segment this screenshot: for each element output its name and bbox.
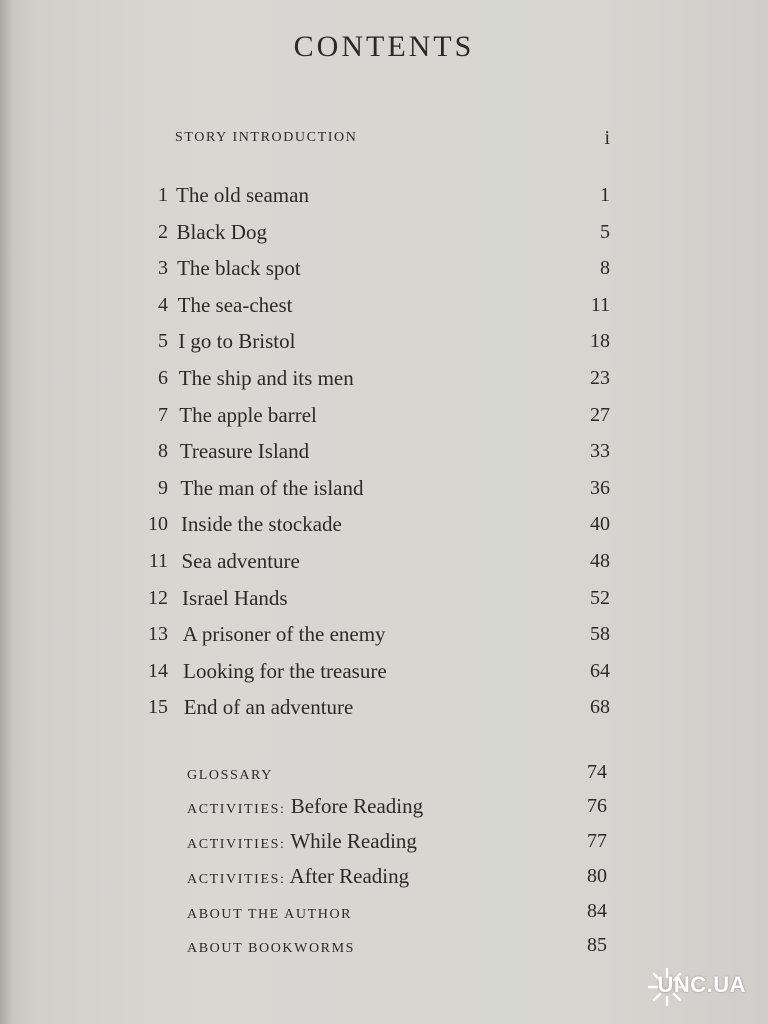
chapter-number: 15 bbox=[148, 696, 168, 719]
chapter-row bbox=[0, 473, 768, 503]
back-matter-row bbox=[0, 930, 768, 960]
back-matter-title: Before Reading bbox=[290, 794, 424, 818]
chapter-page: 27 bbox=[590, 403, 610, 426]
back-matter-label bbox=[187, 826, 417, 860]
back-matter-prefix: ACTIVITIES: bbox=[187, 872, 286, 887]
chapter-title: The sea-chest bbox=[177, 292, 293, 317]
back-matter-page: 74 bbox=[587, 761, 607, 783]
back-matter-prefix: ACTIVITIES: bbox=[187, 802, 286, 817]
chapter-number: 1 bbox=[158, 184, 168, 206]
chapter-number: 8 bbox=[158, 440, 168, 463]
chapter-page: 8 bbox=[600, 257, 610, 280]
chapter-title: The apple barrel bbox=[179, 402, 317, 427]
chapter-title: Israel Hands bbox=[182, 585, 288, 610]
back-matter-page: 76 bbox=[587, 795, 607, 817]
chapter-page: 64 bbox=[590, 659, 610, 682]
chapter-title: Treasure Island bbox=[179, 439, 310, 464]
back-matter-prefix: ABOUT BOOKWORMS bbox=[187, 941, 356, 956]
chapter-number: 7 bbox=[158, 403, 168, 426]
back-matter-page: 77 bbox=[587, 830, 607, 852]
chapter-row bbox=[0, 253, 768, 283]
chapter-title: End of an adventure bbox=[183, 695, 354, 720]
chapter-number: 6 bbox=[158, 367, 168, 389]
chapter-number: 4 bbox=[158, 293, 168, 316]
chapter-title: The old seaman bbox=[176, 183, 309, 207]
chapter-number: 9 bbox=[158, 476, 168, 499]
back-matter-page: 80 bbox=[587, 865, 607, 887]
back-matter-label bbox=[187, 861, 409, 895]
chapter-row bbox=[0, 692, 768, 722]
back-matter-row bbox=[0, 791, 768, 821]
chapter-number: 11 bbox=[148, 550, 168, 572]
front-matter-label: STORY INTRODUCTION bbox=[175, 130, 358, 145]
chapter-row bbox=[0, 363, 768, 393]
chapter-title: Inside the stockade bbox=[180, 512, 342, 537]
chapter-page: 68 bbox=[590, 696, 610, 719]
back-matter-label bbox=[187, 930, 355, 964]
chapter-row bbox=[0, 583, 768, 613]
back-matter-label bbox=[187, 791, 423, 825]
chapter-number: 3 bbox=[158, 257, 168, 280]
chapter-title: Looking for the treasure bbox=[183, 658, 387, 683]
chapter-number: 12 bbox=[148, 586, 168, 609]
chapter-row bbox=[0, 509, 768, 539]
chapter-page: 36 bbox=[590, 476, 610, 499]
back-matter-prefix: ABOUT THE AUTHOR bbox=[187, 907, 353, 922]
chapter-number: 2 bbox=[158, 220, 168, 243]
chapter-row bbox=[0, 290, 768, 320]
chapter-page: 33 bbox=[590, 440, 610, 463]
back-matter-page: 85 bbox=[587, 934, 607, 956]
chapter-page: 48 bbox=[590, 550, 610, 572]
back-matter-page: 84 bbox=[587, 900, 607, 922]
back-matter-row bbox=[0, 826, 768, 856]
chapter-row bbox=[0, 546, 768, 576]
chapter-page: 52 bbox=[590, 586, 610, 609]
back-matter-row bbox=[0, 896, 768, 926]
chapter-row bbox=[0, 656, 768, 686]
back-matter-title: After Reading bbox=[289, 864, 410, 888]
chapter-row bbox=[0, 436, 768, 466]
chapter-title: The black spot bbox=[177, 256, 301, 281]
chapter-page: 11 bbox=[590, 293, 610, 316]
back-matter-prefix: ACTIVITIES: bbox=[187, 837, 286, 852]
chapter-page: 1 bbox=[600, 184, 610, 206]
chapter-row bbox=[0, 619, 768, 649]
chapter-page: 23 bbox=[590, 367, 610, 389]
chapter-page: 40 bbox=[590, 513, 610, 536]
back-matter-row bbox=[0, 757, 768, 787]
chapter-row bbox=[0, 180, 768, 210]
front-matter-row bbox=[0, 123, 768, 153]
chapter-title: The man of the island bbox=[180, 475, 364, 500]
chapter-number: 13 bbox=[148, 623, 168, 646]
watermark-text: UNC.UA bbox=[657, 972, 746, 997]
chapter-title: Sea adventure bbox=[181, 549, 300, 573]
back-matter-row bbox=[0, 861, 768, 891]
chapter-row bbox=[0, 400, 768, 430]
back-matter-title: While Reading bbox=[290, 829, 417, 853]
front-matter-page: i bbox=[604, 127, 610, 149]
chapter-title: The ship and its men bbox=[178, 366, 354, 390]
chapter-title: I go to Bristol bbox=[178, 329, 296, 354]
watermark-logo bbox=[646, 960, 756, 1014]
chapter-page: 58 bbox=[590, 623, 610, 646]
chapter-row bbox=[0, 217, 768, 247]
chapter-row bbox=[0, 326, 768, 356]
chapter-number: 14 bbox=[148, 659, 168, 682]
back-matter-prefix: GLOSSARY bbox=[187, 768, 273, 783]
chapter-number: 5 bbox=[158, 330, 168, 353]
chapter-page: 18 bbox=[590, 330, 610, 353]
contents-title: CONTENTS bbox=[293, 30, 475, 63]
chapter-title: A prisoner of the enemy bbox=[182, 622, 386, 647]
back-matter-label bbox=[187, 896, 352, 930]
chapter-number: 10 bbox=[148, 513, 168, 536]
chapter-title: Black Dog bbox=[176, 219, 267, 244]
chapter-page: 5 bbox=[600, 220, 610, 243]
back-matter-label bbox=[187, 757, 273, 791]
